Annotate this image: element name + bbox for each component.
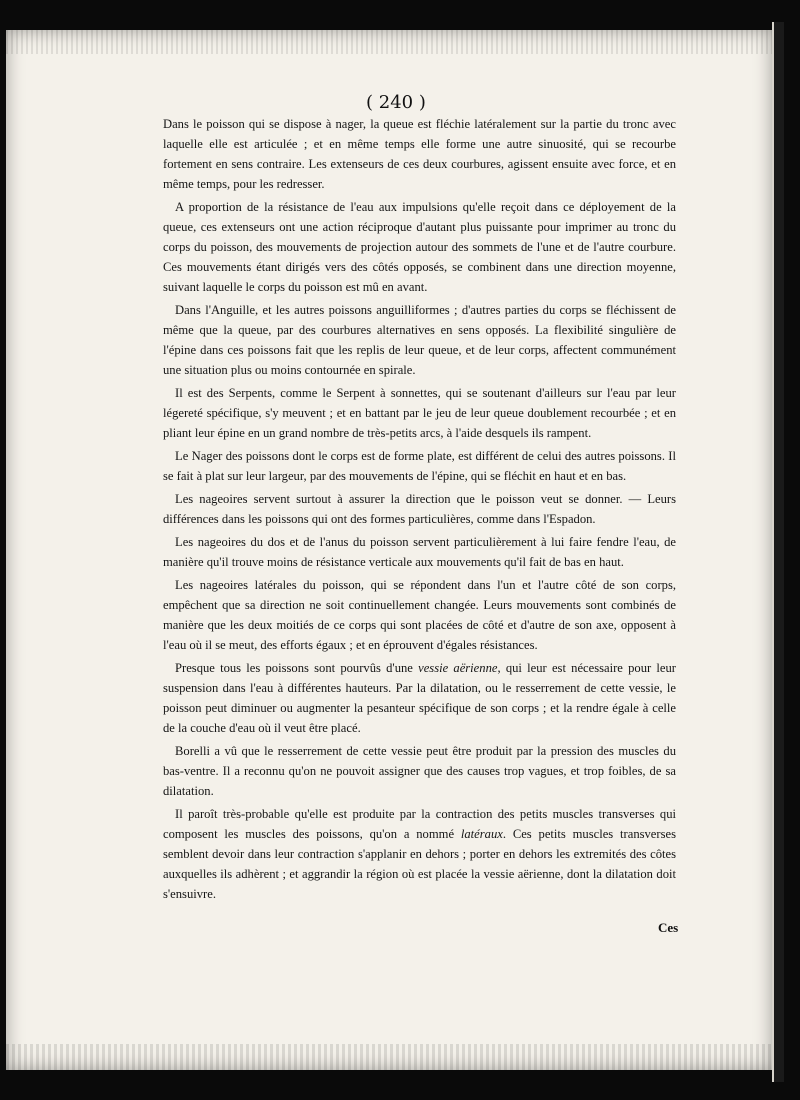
italic-term-vessie-aerienne: vessie aërienne (418, 661, 498, 675)
paragraph (163, 804, 676, 904)
paragraph (163, 658, 676, 738)
paragraph: Le Nager des poissons dont le corps est de forme plate, est différent de celui des autres poissons. Il se fait à plat sur leur largeur, par des mouvements de l'épine, qui se fléchit en haut et en bas. (163, 449, 676, 483)
paragraph: Borelli a vû que le resserrement de cette vessie peut être produit par la pression des muscles du bas-ventre. Il a reconnu qu'on ne pouvoit assigner que des causes trop vagues, et trop foibles, de sa dilatation. (163, 744, 676, 798)
body-text (163, 114, 676, 907)
paragraph: Les nageoires latérales du poisson, qui se répondent dans l'un et l'autre côté de son corps, empêchent que sa direction ne soit continuellement changée. Leurs mouvements sont combinés de manière que les deux moitiés de ce corps qui sont placées de côté et d'autre de son axe, opposent à l'eau où il se meut, des efforts égaux ; et en éprouvent d'égales résistances. (163, 578, 676, 652)
paragraph: Les nageoires du dos et de l'anus du poisson servent particulièrement à lui faire fendre l'eau, de manière qu'il trouve moins de résistance verticale aux mouvements qu'il fait de bas en haut. (163, 535, 676, 569)
page-number: ( 240 ) (366, 92, 426, 113)
paragraph-text-after: . Ces petits muscles transverses semblent devoir dans leur contraction s'applanir en dehors ; porter en dehors les extremités des côtes auxquelles ils adhèrent ; et aggrandir la région où est placée la vessie aërienne, dont la dilatation doit s'ensuivre. (163, 827, 676, 901)
catchword: Ces (658, 920, 679, 935)
paragraph: Les nageoires servent surtout à assurer la direction que le poisson veut se donner. — Leurs différences dans les poissons qui ont des formes particulières, comme dans l'Espadon. (163, 492, 676, 526)
paragraph: A proportion de la résistance de l'eau aux impulsions qu'elle reçoit dans ce déployement de la queue, ces extenseurs ont une action réciproque d'autant plus puissante pour imprimer au tronc du corps du poisson, des mouvements de projection autour des sommets de l'une et de l'autre courbure. Ces mouvements étant dirigés vers des côtés opposés, se combinent dans une direction moyenne, suivant laquelle le corps du poisson est mû en avant. (163, 200, 676, 294)
paragraph: Dans le poisson qui se dispose à nager, la queue est fléchie latéralement sur la partie du tronc avec laquelle elle est articulée ; et en même temps elle forme une autre sinuosité, qui se recourbe fortement en sens contraire. Les extenseurs de ces deux courbures, agissent ensuite avec force, et en même temps, pour les redresser. (163, 117, 676, 191)
italic-term-lateraux: latéraux (460, 827, 503, 841)
paragraph: Dans l'Anguille, et les autres poissons anguilliformes ; d'autres parties du corps se fléchissent de même que la queue, par des courbures alternatives en sens opposés. La flexibilité singulière de l'épine dans ces poissons fait que les replis de leur queue, et de leur corps, affectent communément une situation plus ou moins contournée en spirale. (163, 303, 676, 377)
paragraph-text-before: Il paroît très-probable qu'elle est produite par la contraction des petits muscles transverses qui composent les muscles des poissons, qu'on a nommé (163, 807, 676, 841)
paragraph-text-before: Presque tous les poissons sont pourvûs d'une (175, 661, 419, 675)
paragraph-text-after: , qui leur est nécessaire pour leur suspension dans l'eau à différentes hauteurs. Par la dilatation, ou le resserrement de cette vessie, le poisson peut diminuer ou augmenter la pesanteur spécifique de son corps ; et la rendre égale à celle de la couche d'eau où il veut être placé. (163, 661, 677, 735)
paragraph: Il est des Serpents, comme le Serpent à sonnettes, qui se soutenant d'ailleurs sur l'eau par leur légereté spécifique, s'y meuvent ; et en battant par le jeu de leur queue doublement recourbée ; et en pliant leur épine en un grand nombre de très-petits arcs, à l'aide desquels ils rampent. (163, 386, 676, 440)
page-edge (772, 22, 784, 1082)
book-page (6, 30, 772, 1070)
